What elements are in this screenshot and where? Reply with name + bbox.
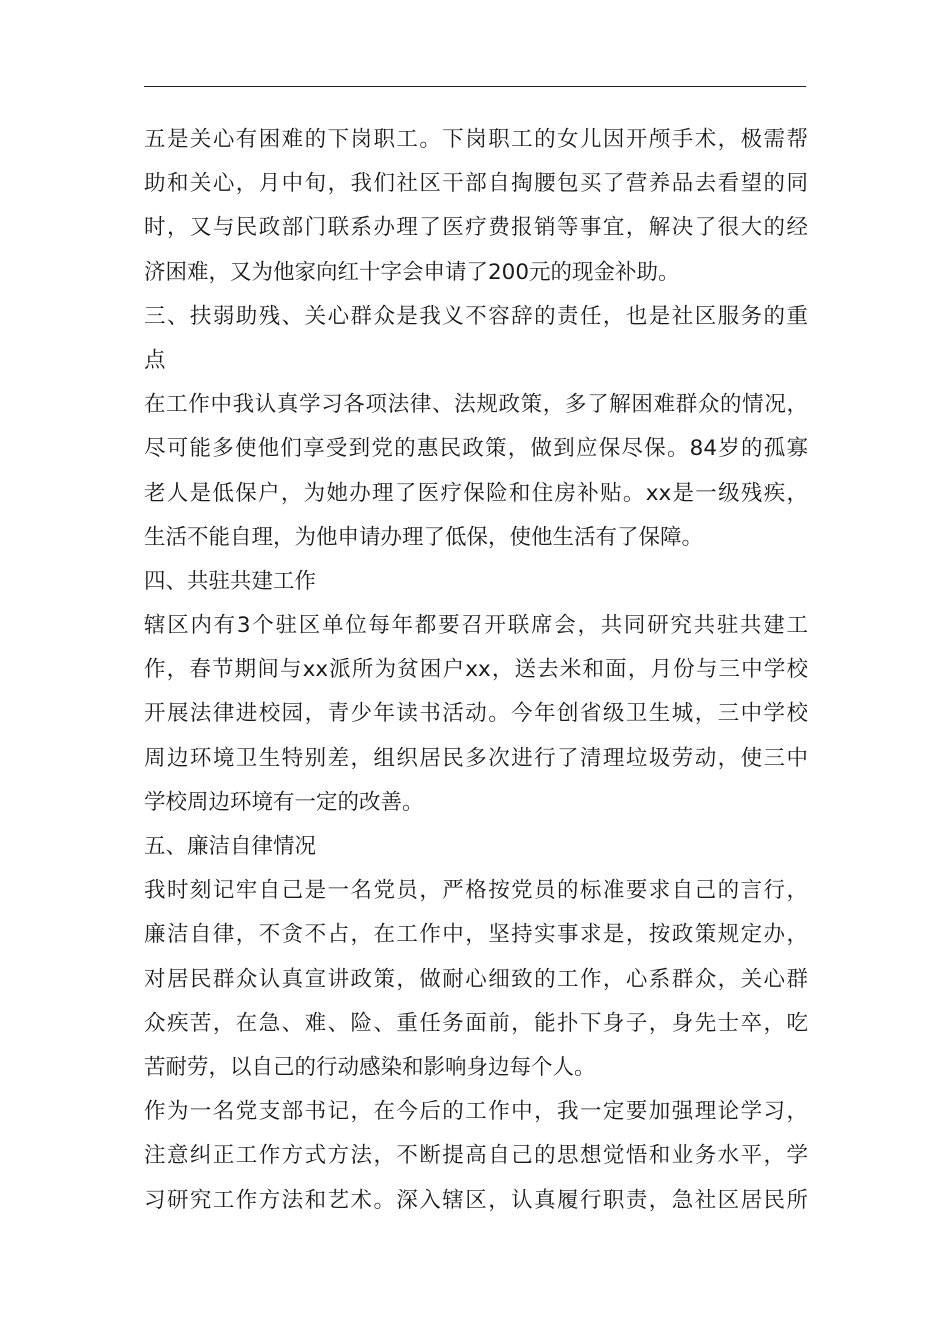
text-line: 助和关心，月中旬，我们社区干部自掏腰包买了营养品去看望的同: [144, 171, 808, 197]
text-line: 廉洁自律，不贪不占，在工作中，坚持实事求是，按政策规定办，: [144, 922, 808, 948]
text-line: 苦耐劳，以自己的行动感染和影响身边每个人。: [144, 1054, 596, 1080]
text-line: 开展法律进校园，青少年读书活动。今年创省级卫生城，三中学校: [144, 701, 808, 727]
text-line: 五是关心有困难的下岗职工。下岗职工的女儿因开颅手术，极需帮: [144, 127, 808, 152]
text-line: 时，又与民政部门联系办理了医疗费报销等事宜，解决了很大的经: [144, 215, 808, 241]
section-heading: 四、共驻共建工作: [144, 568, 317, 594]
text-line: 在工作中我认真学习各项法律、法规政策，多了解困难群众的情况，: [144, 392, 808, 418]
text-line: 作为一名党支部书记，在今后的工作中，我一定要加强理论学习，: [144, 1099, 808, 1125]
text-line: 济困难，又为他家向红十字会申请了200元的现金补助。: [144, 259, 680, 285]
text-line: 周边环境卫生特别差，组织居民多次进行了清理垃圾劳动，使三中: [144, 745, 808, 771]
text-line: 我时刻记牢自己是一名党员，严格按党员的标准要求自己的言行，: [144, 878, 808, 904]
text-line: 生活不能自理，为他申请办理了低保，使他生活有了保障。: [144, 524, 704, 550]
header-rule: [144, 86, 806, 87]
text-line: 尽可能多使他们享受到党的惠民政策，做到应保尽保。84岁的孤寡: [144, 436, 808, 462]
text-line: 作，春节期间与xx派所为贫困户xx，送去米和面，月份与三中学校: [144, 657, 808, 683]
section-heading: 三、扶弱助残、关心群众是我义不容辞的责任，也是社区服务的重: [144, 303, 808, 329]
text-line: 习研究工作方法和艺术。深入辖区，认真履行职责，急社区居民所: [144, 1187, 808, 1213]
text-line: 众疾苦，在急、难、险、重任务面前，能扑下身子，身先士卒，吃: [144, 1010, 808, 1036]
section-heading: 五、廉洁自律情况: [144, 834, 317, 859]
section-heading: 点: [144, 347, 166, 373]
body-text: [144, 118, 808, 1223]
text-line: 辖区内有3个驻区单位每年都要召开联席会，共同研究共驻共建工: [144, 613, 808, 639]
text-line: 注意纠正工作方式方法，不断提高自己的思想觉悟和业务水平，学: [144, 1143, 808, 1169]
text-line: 学校周边环境有一定的改善。: [144, 789, 424, 815]
text-line: 对居民群众认真宣讲政策，做耐心细致的工作，心系群众，关心群: [144, 966, 808, 992]
text-line: 老人是低保户，为她办理了医疗保险和住房补贴。xx是一级残疾，: [144, 480, 808, 506]
